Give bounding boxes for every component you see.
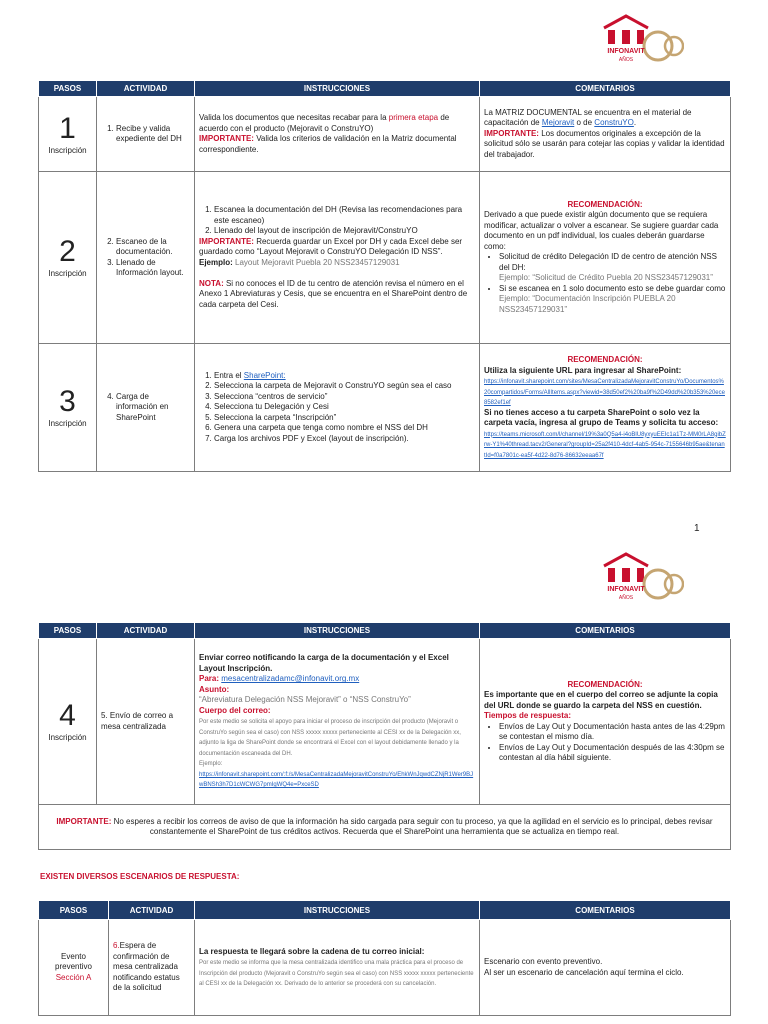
table-row (39, 639, 731, 805)
comment-bullet (499, 252, 726, 284)
table-row (39, 172, 731, 344)
example-value: Layout Mejoravit Puebla 20 NSS23457129031 (232, 257, 400, 267)
header-instrucciones: INSTRUCCIONES (195, 623, 480, 639)
activity-item: 4. Carga de información en SharePoint (116, 392, 190, 424)
header-pasos: PASOS (39, 81, 97, 97)
step-label: Inscripción (48, 145, 87, 155)
step-cell (39, 920, 109, 1016)
instr-item: 3. Selecciona “centros de servicio” (214, 392, 475, 403)
comment-text: Al ser un escenario de cancelación aquí termina el ciclo. (484, 967, 684, 977)
important-label: IMPORTANTE: (484, 128, 539, 138)
activity-cell (97, 172, 195, 344)
activity-item: 2. Escaneo de la documentación. (116, 237, 190, 258)
instr-item: 2. Llenado del layout de inscripción de Mejoravit/ConstruYO (214, 226, 475, 237)
comment-text: Escenario con evento preventivo. (484, 957, 603, 966)
response-times-label: Tiempos de respuesta: (484, 711, 571, 720)
activity-cell (97, 97, 195, 172)
header-comentarios: COMENTARIOS (480, 623, 731, 639)
logo-brand: INFONAVIT (607, 48, 645, 55)
page-number: 1 (694, 523, 700, 534)
instr-text: La respuesta te llegará sobre la cadena de tu correo inicial: (199, 946, 425, 956)
body-label: Cuerpo del correo: (199, 705, 271, 715)
instructions-cell (195, 920, 480, 1016)
step-label: Evento preventivo (55, 951, 92, 972)
header-pasos: PASOS (39, 623, 97, 639)
important-label: IMPORTANTE: (199, 134, 254, 143)
step-number: 1 (59, 111, 76, 145)
step-label: Inscripción (48, 419, 87, 429)
comment-bullet: • Envíos de Lay Out y Documentación después de las 4:30pm se contestan al día hábil siguiente. (499, 743, 726, 764)
header-comentarios: COMENTARIOS (480, 901, 731, 920)
header-comentarios: COMENTARIOS (480, 81, 731, 97)
activity-text: Espera de confirmación de mesa centralizada notificando estatus de la solicitud (113, 941, 180, 993)
instr-item: 1. Escanea la documentación del DH (Revisa las recomendaciones para este escaneo) (214, 205, 475, 226)
email-link[interactable]: mesacentralizadamc@infonavit.org.mx (221, 674, 360, 684)
activity-text: Envío de correo a mesa centralizada (101, 711, 174, 731)
header-actividad: ACTIVIDAD (109, 901, 195, 920)
activity-cell (109, 920, 195, 1016)
header-actividad: ACTIVIDAD (97, 623, 195, 639)
recommendation-label: RECOMENDACIÓN: (567, 679, 643, 689)
sharepoint-link[interactable]: SharePoint: (243, 370, 286, 380)
instr-item (214, 371, 475, 382)
activity-item: 3. Llenado de Información layout. (116, 258, 190, 279)
comment-text: Los documentos originales a excepción de la solicitud sólo se usarán para cotejar las copias y validar la identidad del trabajador. (484, 128, 725, 159)
comment-text: La MATRIZ DOCUMENTAL se encuentra en el material de capacitación de (484, 107, 692, 128)
table-header (39, 81, 731, 97)
comment-text: Si no tienes acceso a tu carpeta SharePoint o solo vez la carpeta vacía, ingresa al grupo de Teams y solicita tu acceso: (484, 407, 719, 427)
instr-item: 2. Selecciona la carpeta de Mejoravit o ConstruYO según sea el caso (214, 381, 475, 392)
instr-item: 6. Genera una carpeta que tenga como nombre el NSS del DH (214, 423, 475, 434)
instr-highlight: primera etapa (388, 113, 439, 122)
header-pasos: PASOS (39, 901, 109, 920)
example-value: Ejemplo: “Documentación Inscripción PUEBLA 20 NSS23457129031” (499, 294, 676, 314)
important-label: IMPORTANTE: (199, 236, 254, 246)
process-table-3 (38, 900, 731, 1016)
step-number: 4 (59, 699, 76, 733)
step-label: Inscripción (48, 269, 87, 279)
subject-value: “Abreviatura Delegación NSS Mejoravit” o “NSS ConstruYo” (199, 695, 411, 705)
instr-text: de acuerdo con el producto (Mejoravit o ConstruYO) (199, 113, 450, 133)
important-row (39, 805, 731, 850)
table-row (39, 920, 731, 1016)
process-table-2 (38, 622, 731, 850)
activity-cell (97, 344, 195, 472)
table-row (39, 97, 731, 172)
instr-example: Por este medio se informa que la mesa centralizada identifico una mala práctica para el proceso de Inscripción del producto (Mejoravit o ConstruYo según sea el caso) con NSS xxxxx xxxxx perteneciente al CESI xx de la Delegación xx. Derivado de lo anterior se procederá con su cancelación. (199, 960, 474, 987)
example-url-link[interactable]: https://infonavit.sharepoint.com/:f:/s/MesaCentralizadaMejoravitConstruYo/EhkWnJqwdCZNjR1Wer9BJwBNSh3h7D1cWCWG7pmIgWQ4e=PxceSD (199, 771, 474, 789)
activity-number: 6. (113, 941, 120, 951)
bullet-text: Si se escanea en 1 solo documento esto se debe guardar como (499, 283, 726, 293)
to-label: Para: (199, 674, 220, 684)
step-number: 3 (59, 385, 76, 419)
step-cell (39, 639, 97, 805)
comment-text: Derivado a que puede existir algún documento que se requiera modificar, actualizar o volver a escanear. Se sugiere guardar cada documento en un pdf individual, los cuales deberán guardarse como: (484, 210, 719, 251)
step-cell (39, 344, 97, 472)
logo-sub: AÑOS (618, 57, 634, 63)
sharepoint-url-link[interactable]: https://infonavit.sharepoint.com/sites/MesaCentralizadaMejoravitConstruYo/Documentos%20compartidos/Forms/AllItems.aspx?viewid=38d50ef2%20ba9f%2D49dd%20b353%20ece8582ef1ef (484, 379, 725, 406)
instr-text: Valida los criterios de validación en la Matriz documental correspondiente. (199, 134, 457, 154)
recommendation-label: RECOMENDACIÓN: (567, 199, 643, 209)
comments-cell (480, 172, 731, 344)
note-label: NOTA: (199, 278, 224, 288)
body-value: Por este medio se solicita el apoyo para iniciar el proceso de inscripción del producto (Mejoravit o ConstruYo según sea el caso) con NSS xxxxx xxxxx perteneciente al CESI xx de la Delegación xx, adjunto la liga de SharePoint donde se encontrará el Excel con el layout debidamente llenado y la documentación escaneada del DH. (199, 719, 461, 757)
activity-number: 5. (101, 711, 108, 720)
header-actividad: ACTIVIDAD (97, 81, 195, 97)
activity-cell (97, 639, 195, 805)
step-cell (39, 97, 97, 172)
comments-cell (480, 920, 731, 1016)
process-table-1 (38, 80, 731, 472)
example-value: Ejemplo: “Solicitud de Crédito Puebla 20 NSS23457129031” (499, 273, 713, 283)
example-label: Ejemplo: (199, 257, 233, 267)
instr-item: 7. Carga los archivos PDF y Excel (layout de inscripción). (214, 434, 475, 445)
step-number: 2 (59, 235, 76, 269)
bullet-text: Solicitud de crédito Delegación ID de centro de atención NSS del DH: (499, 252, 717, 272)
comments-cell (480, 639, 731, 805)
step-cell (39, 172, 97, 344)
comment-bullet (499, 284, 726, 316)
header-instrucciones: INSTRUCCIONES (195, 901, 480, 920)
activity-item: 1. Recibe y valida expediente del DH (116, 124, 190, 145)
teams-url-link[interactable]: https://teams.microsoft.com/l/channel/19%3a0Q5a4-i4oBlU8yxyuEEIc1a1Tz-MM0rLA8gibZrw-Y1%40thread.tacv2/General?groupId=25a2f410-4dcf-4ab5-954c-7155646b95ae&tenantId=f0a7801c-ea5f-4d22-8d76-86632eeaa67f (484, 431, 726, 459)
table-row (39, 344, 731, 472)
instr-text: Si no conoces el ID de tu centro de atención revisa el número en el Anexo 1 Abreviaturas y Cesis, que se encuentra en el SharePoint dentro de cada carpeta del Cesi. (199, 278, 468, 309)
construyo-link[interactable]: ConstruYO (594, 118, 634, 128)
comments-cell (480, 344, 731, 472)
instr-text: Recuerda guardar un Excel por DH y cada Excel debe ser guardado como “Layout Mejoravit o ConstruYO Delegación ID NSS”. (199, 236, 463, 256)
instructions-cell (195, 97, 480, 172)
important-label: IMPORTANTE: (56, 816, 112, 826)
comment-text: Es importante que en el cuerpo del correo se adjunte la copia del URL donde se guardo la carpeta del NSS en cuestión. (484, 690, 718, 710)
instructions-cell (195, 172, 480, 344)
header-instrucciones: INSTRUCCIONES (195, 81, 480, 97)
important-text: No esperes a recibir los correos de aviso de que la información ha sido cargada para seguir con tu proceso, ya que la agilidad en el servicio es lo principal, debes revisar constantemente el SharePoint de tus créditos activos. Recuerda que el SharePoint una herramienta que se actualiza en tiempo real. (111, 816, 713, 836)
logo-sub-2: AÑOS (618, 595, 634, 601)
instructions-cell (195, 639, 480, 805)
instr-text: Enviar correo notificando la carga de la documentación y el Excel Layout Inscripción. (199, 653, 449, 673)
recommendation-label: RECOMENDACIÓN: (567, 355, 643, 364)
comment-bullet: • Envíos de Lay Out y Documentación hasta antes de las 4:29pm se contestan el mismo día. (499, 722, 726, 743)
scenarios-title: EXISTEN DIVERSOS ESCENARIOS DE RESPUESTA: (40, 872, 240, 881)
important-cell (39, 805, 731, 850)
example-label: Ejemplo: (199, 761, 223, 768)
instr-text: Valida los documentos que necesitas recabar para la (199, 113, 389, 122)
section-label: Sección A (55, 972, 92, 982)
step-label: Inscripción (48, 733, 87, 743)
table-header (39, 901, 731, 920)
mejoravit-link[interactable]: Mejoravit (541, 118, 575, 128)
comment-text: o de (574, 118, 595, 128)
infonavit-logo-top (600, 10, 684, 72)
table-header (39, 623, 731, 639)
logo-brand-2: INFONAVIT (607, 586, 645, 593)
instructions-cell (195, 344, 480, 472)
comment-text: . (633, 118, 637, 128)
comments-cell (480, 97, 731, 172)
instr-text: Entra el (214, 370, 244, 380)
instr-item: 4. Selecciona tu Delegación y Cesi (214, 402, 475, 413)
comment-text: Utiliza la siguiente URL para ingresar al SharePoint: (484, 365, 682, 375)
subject-label: Asunto: (199, 684, 230, 694)
instr-item: 5. Selecciona la carpeta “Inscripción” (214, 413, 475, 424)
infonavit-logo-middle (600, 548, 684, 610)
